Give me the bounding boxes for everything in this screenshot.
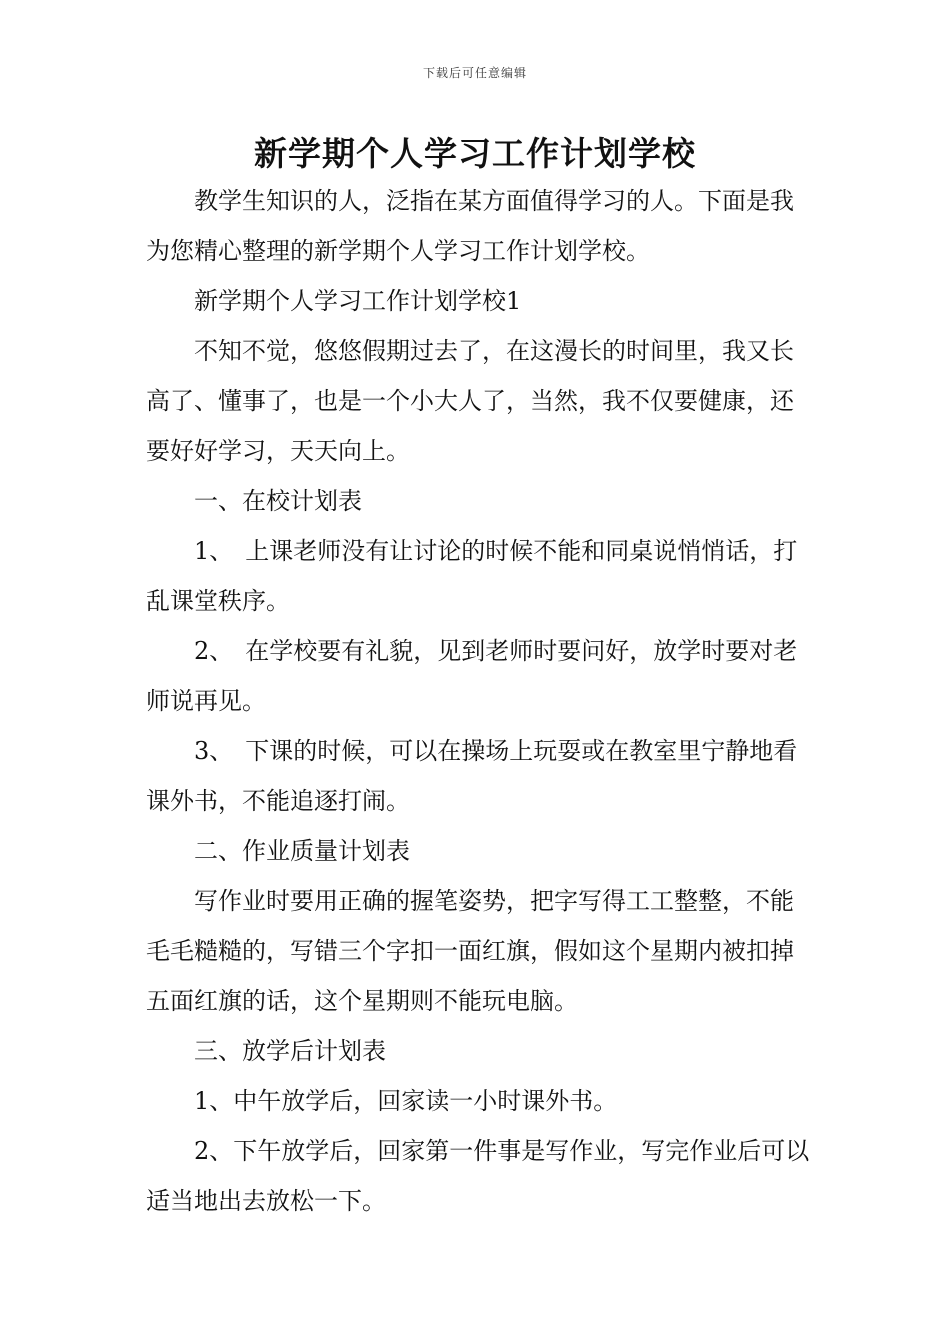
paragraph-intro: 教学生知识的人，泛指在某方面值得学习的人。下面是我为您精心整理的新学期个人学习工作计划学校。 xyxy=(146,187,794,265)
paragraph-subtitle: 新学期个人学习工作计划学校1 xyxy=(194,287,522,315)
paragraph-after-school-2: 2、下午放学后，回家第一件事是写作业，写完作业后可以适当地出去放松一下。 xyxy=(146,1137,810,1215)
paragraph-item-2: 2、 在学校要有礼貌，见到老师时要问好，放学时要对老师说再见。 xyxy=(146,637,798,715)
paragraph-after-school-1: 1、中午放学后，回家读一小时课外书。 xyxy=(194,1087,618,1115)
paragraph-item-3: 3、 下课的时候，可以在操场上玩耍或在教室里宁静地看课外书，不能追逐打闹。 xyxy=(146,737,798,815)
section-heading-after-school-plan: 三、放学后计划表 xyxy=(194,1037,386,1065)
header-note: 下载后可任意编辑 xyxy=(422,66,527,80)
paragraph-item-1: 1、 上课老师没有让讨论的时候不能和同桌说悄悄话，打乱课堂秩序。 xyxy=(146,537,798,615)
section-heading-homework-plan: 二、作业质量计划表 xyxy=(194,837,410,865)
paragraph-homework: 写作业时要用正确的握笔姿势，把字写得工工整整，不能毛毛糙糙的，写错三个字扣一面红旗，假如这个星期内被扣掉五面红旗的话，这个星期则不能玩电脑。 xyxy=(146,887,794,1015)
document-body xyxy=(146,176,816,1226)
section-heading-school-plan: 一、在校计划表 xyxy=(194,487,362,515)
paragraph-opening: 不知不觉，悠悠假期过去了，在这漫长的时间里，我又长高了、懂事了，也是一个小大人了，当然，我不仅要健康，还要好好学习，天天向上。 xyxy=(146,337,794,465)
document-title: 新学期个人学习工作计划学校 xyxy=(254,134,696,173)
